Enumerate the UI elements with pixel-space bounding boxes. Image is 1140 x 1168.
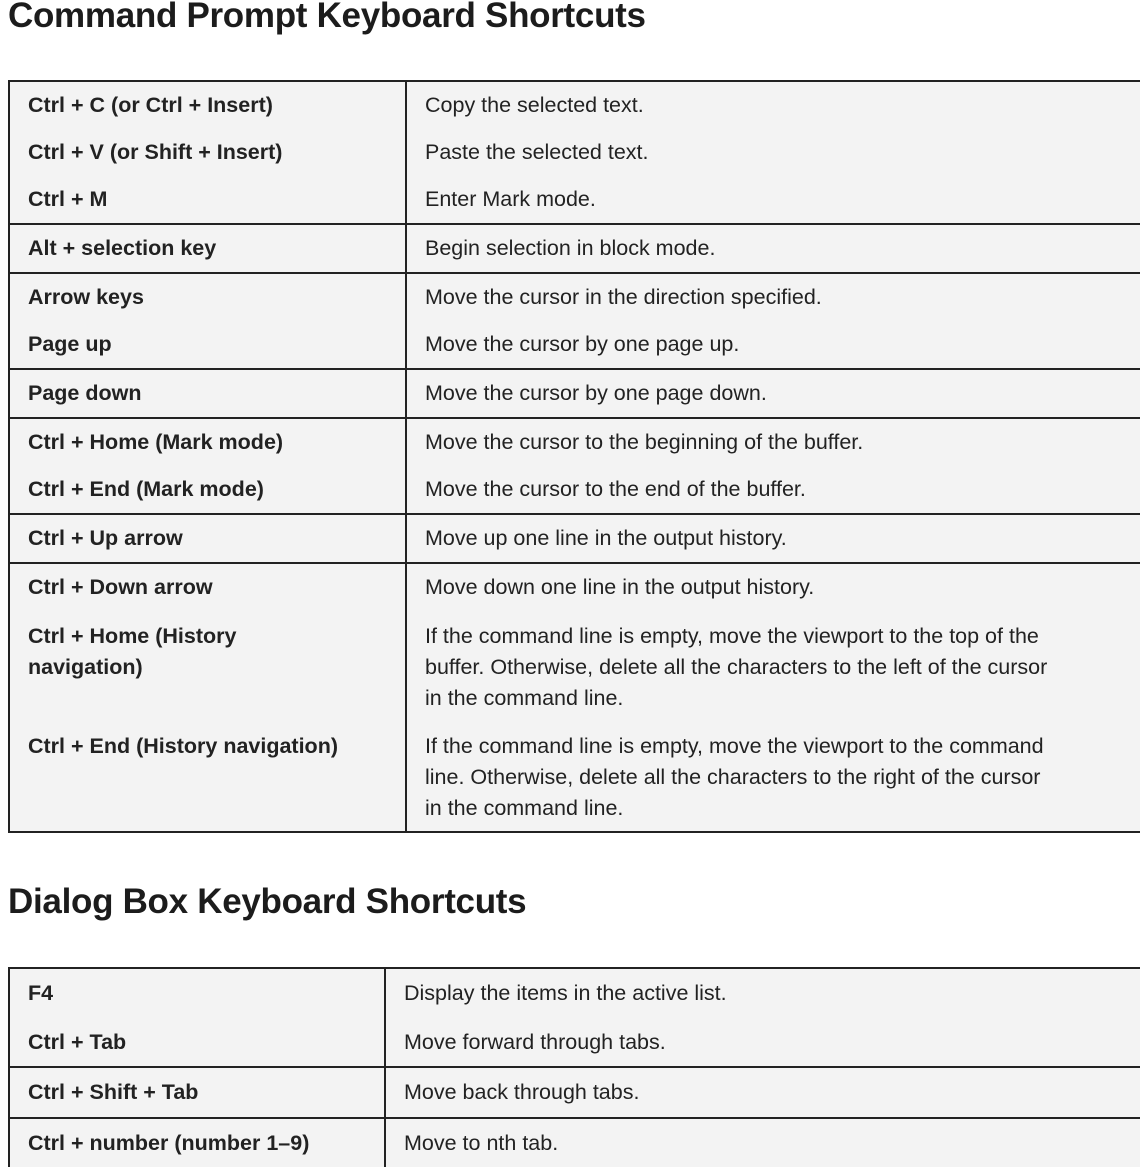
shortcut-key-line: navigation)	[28, 655, 143, 679]
shortcut-key-cell	[10, 1119, 386, 1168]
shortcut-key-cell	[10, 969, 386, 1066]
shortcut-description	[407, 564, 1140, 611]
description-line: Move up one line in the output history.	[425, 526, 787, 550]
shortcut-key: Arrow keys	[28, 285, 144, 309]
dialog-box-shortcuts-table	[8, 967, 1140, 1167]
description-line: Enter Mark mode.	[425, 187, 596, 211]
description-line: Move back through tabs.	[404, 1080, 640, 1104]
shortcut-key-cell	[10, 274, 407, 368]
shortcut-key-cell	[10, 515, 407, 562]
shortcut-key-cell	[10, 419, 407, 513]
shortcut-key: Ctrl + M	[28, 187, 108, 211]
shortcut-description-cell	[386, 1068, 1140, 1117]
shortcut-key-cell	[10, 370, 407, 417]
table-row-group	[10, 419, 1140, 515]
description-line: Move the cursor in the direction specified.	[425, 285, 822, 309]
shortcut-key-cell	[10, 1068, 386, 1117]
table-row-group	[10, 370, 1140, 419]
shortcut-description	[407, 321, 1140, 368]
shortcut-key: Ctrl + Home (Mark mode)	[28, 430, 284, 454]
section-title-command-prompt: Command Prompt Keyboard Shortcuts	[8, 0, 646, 35]
table-row-group	[10, 1068, 1140, 1119]
shortcut-description	[407, 370, 1140, 417]
command-prompt-shortcuts-table	[8, 80, 1140, 833]
shortcut-key: Ctrl + Down arrow	[28, 575, 213, 599]
shortcut-key: Ctrl + Up arrow	[28, 526, 183, 550]
shortcut-description-cell	[407, 274, 1140, 368]
shortcut-key-cell	[10, 82, 407, 223]
shortcut-key: F4	[28, 981, 54, 1005]
description-line: Move forward through tabs.	[404, 1029, 666, 1054]
shortcut-description	[407, 515, 1140, 562]
table-row-group	[10, 515, 1140, 564]
shortcut-key: Page down	[28, 381, 142, 405]
table-row-group	[10, 1119, 1140, 1168]
shortcut-description-cell	[407, 419, 1140, 513]
shortcut-key: Ctrl + Tab	[28, 1029, 127, 1054]
description-line: Move the cursor by one page down.	[425, 381, 767, 405]
shortcut-description-cell	[407, 564, 1140, 831]
description-line: If the command line is empty, move the viewport to the command	[425, 734, 1044, 758]
table-row-group	[10, 82, 1140, 225]
shortcut-description	[386, 1068, 1140, 1117]
shortcut-description	[407, 611, 1140, 721]
shortcut-description	[407, 721, 1140, 831]
description-line: Copy the selected text.	[425, 93, 644, 117]
shortcut-key-cell	[10, 564, 407, 831]
shortcut-key: Page up	[28, 332, 112, 356]
shortcut-key: Ctrl + number (number 1–9)	[28, 1130, 310, 1155]
shortcut-description	[407, 129, 1140, 176]
section-title-dialog-box: Dialog Box Keyboard Shortcuts	[8, 882, 527, 921]
shortcut-description	[407, 82, 1140, 129]
table-row-group	[10, 225, 1140, 274]
description-line: Move the cursor to the end of the buffer.	[425, 477, 806, 501]
description-line: buffer. Otherwise, delete all the characters to the left of the cursor	[425, 655, 1048, 679]
shortcut-key-cell	[10, 225, 407, 272]
shortcut-description	[386, 969, 1140, 1018]
description-line: in the command line.	[425, 796, 624, 820]
table-row-group	[10, 274, 1140, 370]
table-row-group	[10, 564, 1140, 831]
shortcut-description	[407, 274, 1140, 321]
shortcut-key: Ctrl + V (or Shift + Insert)	[28, 140, 283, 164]
table-row-group	[10, 969, 1140, 1068]
shortcut-key: Ctrl + End (History navigation)	[28, 734, 338, 758]
shortcut-key: Ctrl + End (Mark mode)	[28, 477, 264, 501]
shortcut-key: Ctrl + C (or Ctrl + Insert)	[28, 93, 273, 117]
description-line: Move down one line in the output history.	[425, 575, 815, 599]
description-line: If the command line is empty, move the viewport to the top of the	[425, 624, 1039, 648]
shortcut-description-cell	[407, 225, 1140, 272]
description-line: Display the items in the active list.	[404, 981, 727, 1005]
description-line: in the command line.	[425, 686, 624, 710]
shortcut-description	[407, 419, 1140, 466]
shortcut-description-cell	[386, 1119, 1140, 1168]
shortcut-description	[407, 466, 1140, 513]
shortcut-key: Ctrl + Shift + Tab	[28, 1080, 199, 1104]
description-line: Move the cursor to the beginning of the buffer.	[425, 430, 864, 454]
shortcut-key: Alt + selection key	[28, 236, 217, 260]
shortcut-description	[407, 176, 1140, 223]
shortcut-description-cell	[386, 969, 1140, 1066]
shortcut-description	[386, 1018, 1140, 1067]
shortcut-description	[407, 225, 1140, 272]
description-line: Move to nth tab.	[404, 1130, 559, 1155]
shortcut-description-cell	[407, 82, 1140, 223]
shortcut-key	[10, 611, 405, 721]
description-line: Begin selection in block mode.	[425, 236, 716, 260]
shortcut-description	[386, 1119, 1140, 1168]
description-line: Move the cursor by one page up.	[425, 332, 740, 356]
description-line: line. Otherwise, delete all the characters to the right of the cursor	[425, 765, 1041, 789]
description-line: Paste the selected text.	[425, 140, 649, 164]
shortcut-description-cell	[407, 370, 1140, 417]
shortcut-description-cell	[407, 515, 1140, 562]
shortcut-key-line: Ctrl + Home (History	[28, 624, 237, 648]
